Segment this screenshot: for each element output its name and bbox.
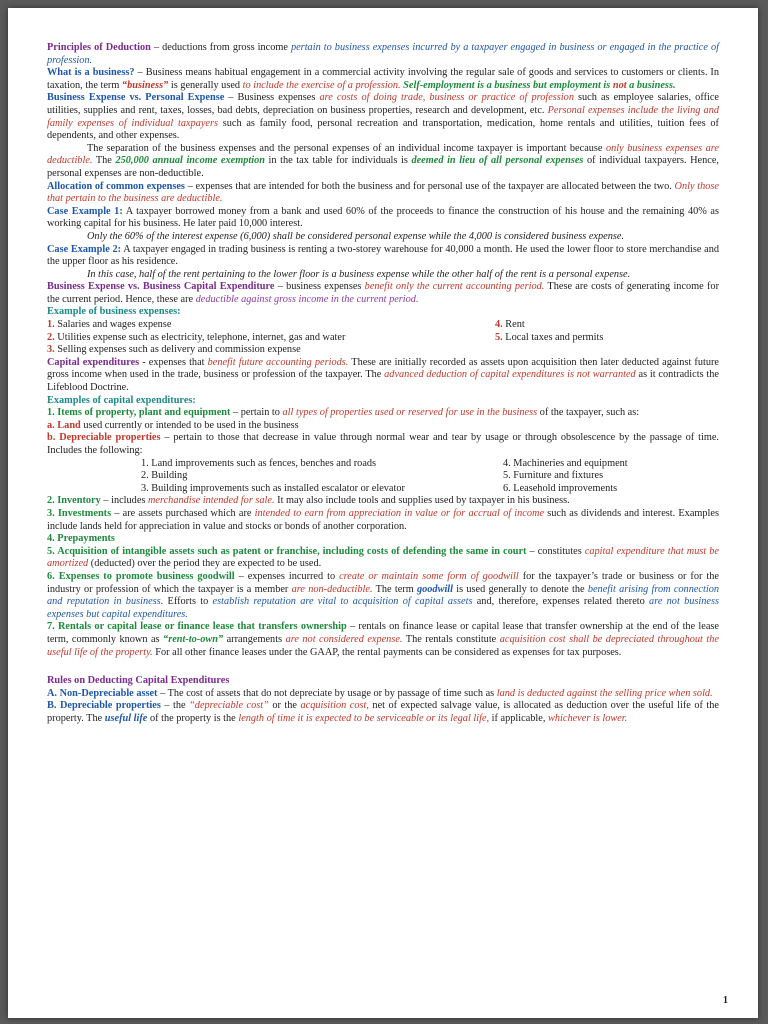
case-example-2 [47,244,719,269]
document-body [47,42,719,725]
case-example-1-answer: Only the 60% of the interest expense (6,000) shall be considered personal expense while the 4,000 is considered business expense. [87,230,625,242]
rule-a [47,688,719,701]
text: A taxpayer borrowed money from a bank and used 60% of the proceeds to finance the construction of his house and the remaining 40% as working capital for his business. He later paid 10,000 interest. [47,205,719,230]
capital-item-2 [47,495,719,508]
document-page [8,8,758,1018]
emphasis: advanced deduction of capital expenditures is not warranted [384,369,636,381]
emphasis: deemed in lieu of all personal expenses [411,155,584,167]
business-expense-list [47,319,719,357]
item-letter: b. [47,432,56,444]
text: – deductions from gross income [150,42,291,53]
text: – Business means habitual engagement in a commercial activity involving the regular sale of goods and services to customers or clients. In taxation, the term [47,67,720,91]
item-number: 1. [47,319,55,331]
case-example-2-label: Case Example 2: [47,243,122,255]
item-number: 5. [495,331,503,343]
capital-item-1b-depreciable [47,432,719,457]
text: such as dividends and interest. Examples include lands held for appreciation in value and stocks or bonds of another corporation. [47,507,719,532]
list-item: 3. Building improvements such as installed escalator or elevator [141,482,405,494]
emphasis: all types of properties used or reserved for use in the business [282,407,538,419]
text: such as employee salaries, office utilities, supplies and rent, taxes, losses, bad debts, depreciation on business properties, research and development, etc. [47,92,719,116]
item-text: Rent [502,319,525,331]
what-is-business-paragraph [47,67,719,92]
emphasis: a business. [626,79,676,91]
emphasis: length of time it is expected to be serviceable or its legal life, [238,712,490,724]
emphasis: create or maintain some form of goodwill [339,570,519,582]
text: of individual taxpayers. Hence, personal expenses are non-deductible. [47,155,719,179]
emphasis: acquisition cost, [300,700,369,712]
text: – expenses incurred to [234,570,340,582]
text: – pertain to those that decrease in value through normal wear and tear by usage or through obsolescence by the passage of time. Includes the following: [47,432,719,456]
emphasis: “depreciable cost” [189,700,269,712]
emphasis: benefit future accounting periods. [207,356,349,368]
allocation-paragraph [47,181,719,206]
text: – constitutes [526,545,585,557]
emphasis: to include the exercise of a profession. [242,79,401,91]
principles-of-deduction-paragraph [47,42,719,67]
text: if applicable, [489,712,549,724]
text: as it contradicts the Lifeblood Doctrine. [47,369,719,394]
separation-paragraph [47,143,719,181]
text: for the taxpayer’s trade or business or for the industry or profession of which the taxpayer is a member [47,570,719,595]
item-text: Local taxes and permits [502,331,604,343]
text: The term [372,583,417,595]
heading-principles-of-deduction: Principles of Deduction [47,42,151,53]
emphasis: not [612,79,627,91]
capital-item-1-title: 1. Items of property, plant and equipment [47,407,231,419]
list-item: 1. Land improvements such as fences, benches and roads [141,457,377,469]
emphasis: whichever is lower. [548,712,628,724]
heading-what-is-a-business: What is a business? [47,67,135,79]
text: A taxpayer engaged in trading business is renting a two-storey warehouse for 40,000 a month. He used the lower floor to store merchandise and the upper floor as his residence. [47,243,720,268]
text: – Business expenses [224,92,320,104]
capital-item-5 [47,546,719,571]
text: of the taxpayer, such as: [537,407,640,419]
text: such as family food, personal recreation and transportation, medication, home rentals and utilities, tuition fees of dependents, and other expenses. [47,117,719,142]
text: These are initially recorded as assets upon acquisition then later deducted against future gross income when used in the trade, business or profession of the taxpayer. The [47,356,719,381]
list-item: 5. Furniture and fixtures [503,470,604,482]
text: of the property is the [147,712,239,724]
capital-item-4: 4. Prepayments [47,533,115,545]
emphasis: merchandise intended for sale. [147,495,275,507]
capital-item-1a-land [47,420,719,433]
rules-heading: Rules on Deducting Capital Expenditures [47,675,230,687]
text: The rentals constitute [402,633,500,645]
emphasis: Only those that pertain to the business are deductible. [47,180,719,205]
capital-item-7-title: 7. Rentals or capital lease or finance lease that transfers ownership [47,621,347,633]
capital-item-3 [47,508,719,533]
emphasis: are not considered expense. [285,633,403,645]
list-item [495,319,719,332]
capital-item-6 [47,571,719,621]
text: These are costs of generating income for the current period. Hence, these are [47,281,719,305]
list-item: 4. Machineries and equipment [503,457,628,469]
item-title: Land [54,419,81,431]
emphasis: capital expenditure that must be amortized [47,545,719,570]
emphasis: benefit arising from connection and reputation in business. [47,583,720,608]
list-item [47,332,495,345]
examples-of-business-expenses-heading: Example of business expenses: [47,306,181,318]
text: arrangements [223,633,286,645]
heading-business-expense-vs-capital: Business Expense vs. Business Capital Expenditure [47,281,275,293]
emphasis: establish reputation are vital to acquisition of capital assets [212,596,473,608]
text: or the [268,700,301,712]
item-text: Utilities expense such as electricity, telephone, internet, gas and water [54,331,346,343]
item-letter: a. [47,419,55,431]
text: used currently or intended to be used in the business [80,419,299,431]
list-item [495,332,719,345]
capital-item-5-title: 5. Acquisition of intangible assets such as patent or franchise, including costs of defending the same in court [47,545,527,557]
business-vs-personal-paragraph [47,92,719,142]
capital-expenditures-paragraph [47,357,719,395]
text: – business expenses [274,281,365,293]
emphasis: “rent-to-own” [163,633,224,645]
emphasis: Self-employment is a business but employment is [403,79,613,91]
item-number: 2. [47,331,55,343]
text: in the tax table for individuals is [264,155,412,167]
depreciable-properties-list [141,458,719,496]
text: – The cost of assets that do not depreciate by usage or by passage of time such as [157,687,497,699]
text: is generally used [168,79,243,91]
rule-a-title: A. Non-Depreciable asset [47,687,158,699]
emphasis: only business expenses are deductible. [47,142,719,167]
emphasis: goodwill [416,583,454,595]
text: The [92,155,116,167]
text: is used generally to denote the [453,583,588,595]
list-item [47,344,495,357]
rule-b [47,700,719,725]
text: For all other finance leases under the GAAP, the rental payments can be considered as expenses for tax purposes. [152,646,622,658]
text: – rentals on finance lease or capital lease that transfer ownership at the end of the lease term, commonly known as [47,621,720,645]
text: – pertain to [230,407,283,419]
list-item: 2. Building [141,470,188,482]
text: – includes [100,495,148,507]
item-text: Selling expenses such as delivery and commission expense [54,344,301,356]
rule-b-title: B. Depreciable properties [47,700,161,712]
text: (deducted) over the period they are expected to be used. [88,558,322,570]
examples-of-capital-expenditures-heading: Examples of capital expenditures: [47,394,196,406]
emphasis: are costs of doing trade, business or practice of profession [319,92,574,104]
emphasis: are non-deductible. [291,583,373,595]
text: The separation of the business expenses and the personal expenses of an individual income taxpayer is important because [87,142,606,154]
item-text: Salaries and wages expense [54,319,172,331]
emphasis: Personal expenses include the living and family expenses of individual taxpayers [47,104,719,129]
emphasis: 250,000 annual income exemption [115,155,265,167]
list-item [47,319,495,332]
page-number: 1 [723,995,728,1006]
capital-item-3-title: 3. Investments [47,507,112,519]
emphasis: intended to earn from appreciation in value or for accrual of income [254,507,545,519]
item-number: 3. [47,344,55,356]
text: – are assets purchased which are [111,507,255,519]
text: – the [160,700,190,712]
case-example-2-answer: In this case, half of the rent pertaining to the lower floor is a business expense while the other half of the rent is a personal expense. [87,268,631,280]
item-number: 4. [495,319,503,331]
text: – expenses that are intended for both the business and for personal use of the taxpayer are allocated between the two. [184,180,675,192]
text: Efforts to [163,596,213,608]
heading-business-vs-personal-expense: Business Expense vs. Personal Expense [47,92,225,104]
capital-item-7 [47,621,719,659]
text: net of expected salvage value, is allocated as deduction over the useful life of the property. The [47,700,719,724]
capital-item-1 [47,407,719,420]
case-example-1 [47,206,719,231]
business-vs-capital-paragraph [47,281,719,306]
emphasis: “business” [121,79,169,91]
list-item: 6. Leasehold improvements [503,482,618,494]
emphasis: are not business expenses but capital expenditures. [47,596,719,620]
text: - expenses that [139,356,208,368]
capital-item-2-title: 2. Inventory [47,495,101,507]
emphasis: pertain to business expenses incurred by a taxpayer engaged in business or engaged in the practice of profession. [47,42,719,66]
emphasis: acquisition cost shall be depreciated throughout the useful life of the property. [47,633,719,658]
case-example-1-label: Case Example 1: [47,205,123,217]
emphasis: benefit only the current accounting period. [364,281,545,293]
capital-item-6-title: 6. Expenses to promote business goodwill [47,570,235,582]
text: It may also include tools and supplies used by taxpayer in his business. [274,495,570,507]
text: and, therefore, expenses related thereto [472,596,650,608]
emphasis: deductible against gross income in the current period. [195,293,419,305]
emphasis: useful life [104,712,148,724]
heading-capital-expenditures: Capital expenditures [47,356,140,368]
item-title: Depreciable properties [55,432,161,444]
emphasis: land is deducted against the selling price when sold. [496,687,713,699]
heading-allocation-of-common-expenses: Allocation of common expenses [47,180,185,192]
